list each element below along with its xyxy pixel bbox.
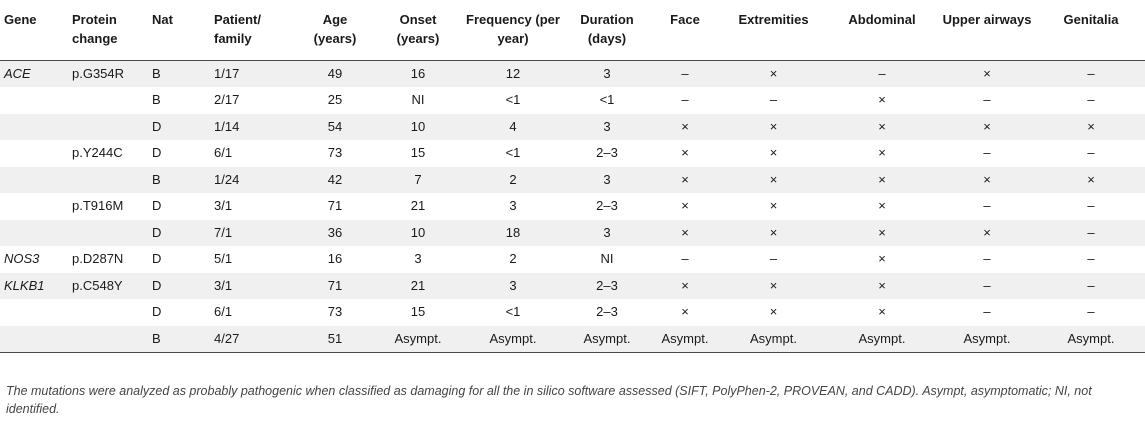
table-cell [68,114,148,141]
table-cell: – [681,92,689,108]
table-row [0,60,1145,87]
table-cell: × [650,114,720,141]
table-cell: – [769,92,778,108]
table-cell: × [937,220,1037,247]
table-cell: 6/1 [214,145,233,161]
table-cell: D [148,114,210,141]
column-header: Upper airways [937,4,1037,60]
table-cell: D [152,198,162,214]
table-cell: 2–3 [596,304,618,320]
table-cell [0,299,68,326]
table-cell: 21 [374,273,462,300]
table-cell: × [720,167,827,194]
column-header: Nat [148,4,210,60]
column-header: Extremities [720,4,827,60]
table-row [0,87,1145,114]
table-cell: p.D287N [72,251,124,267]
table-cell [0,326,68,353]
table-cell [68,299,148,326]
table-cell: D [152,145,162,161]
table-cell: × [720,220,827,247]
table-cell: 3 [509,198,517,214]
table-cell [0,140,68,167]
table-row [0,220,1145,247]
table-cell: × [937,167,1037,194]
table-cell: × [720,60,827,87]
table-cell: – [650,60,720,87]
table-cell: 42 [296,167,374,194]
table-cell: 36 [296,220,374,247]
table-cell: × [769,145,778,161]
table-cell: × [769,198,778,214]
table-row [0,114,1145,141]
table-cell: 21 [410,198,426,214]
table-cell: 16 [374,60,462,87]
table-cell: NOS3 [4,251,40,267]
table-cell: 2–3 [596,198,618,214]
column-header: Onset (years) [374,4,462,60]
table-cell: × [650,273,720,300]
table-cell: 16 [327,251,343,267]
mutation-table [0,4,1145,353]
table-cell: 2 [509,251,517,267]
table-cell: D [152,304,162,320]
column-header: Duration (days) [564,4,650,60]
table-cell [68,167,148,194]
table-row [0,326,1145,353]
table-cell: – [983,92,991,108]
table-cell: × [1037,114,1145,141]
table-cell: 5/1 [214,251,233,267]
table-cell: × [937,60,1037,87]
table-cell: × [827,167,937,194]
table-cell: 2–3 [564,273,650,300]
column-header: Patient/ family [210,4,296,60]
table-row [0,299,1145,326]
table-cell: NI [600,251,614,267]
table-cell: 1/24 [210,167,296,194]
table-cell: × [827,273,937,300]
table-cell: × [827,114,937,141]
table-cell: 2/17 [214,92,240,108]
table-cell: B [148,167,210,194]
table-row [0,193,1145,220]
table-cell: × [650,167,720,194]
table-cell [68,220,148,247]
table-cell: × [878,145,886,161]
table-footnote: The mutations were analyzed as probably pathogenic when classified as damaging for all the in silico software assessed (SIFT, PolyPhen-2, PROVEAN, and CADD). Asympt, asymptomatic; NI, not identified. [6,384,1092,416]
column-header: Genitalia [1037,4,1145,60]
table-cell: × [878,304,886,320]
table-cell: p.C548Y [68,273,148,300]
table-cell: 10 [374,114,462,141]
table-cell: 4/27 [210,326,296,353]
table-cell: Asympt. [1037,326,1145,353]
table-cell: – [1037,273,1145,300]
table-cell: 15 [410,145,426,161]
column-header: Protein change [68,4,148,60]
table-cell: × [827,220,937,247]
table-cell: 51 [296,326,374,353]
table-cell: 3 [462,273,564,300]
table-row [0,273,1145,300]
table-cell: × [937,114,1037,141]
table-cell: 7 [374,167,462,194]
column-header: Gene [0,4,68,60]
table-cell: 6/1 [214,304,233,320]
table-cell: 3/1 [210,273,296,300]
table-cell: NI [411,92,425,108]
table-cell: – [983,198,991,214]
table-cell: Asympt. [827,326,937,353]
table-cell: 18 [462,220,564,247]
table-cell: 3 [564,167,650,194]
table-cell: – [1037,60,1145,87]
table-cell: – [769,251,778,267]
table-cell: 1/17 [210,60,296,87]
table-cell: – [1037,220,1145,247]
table-cell: B [148,60,210,87]
table-cell [0,193,68,220]
table-cell: KLKB1 [0,273,68,300]
table-cell: – [1087,251,1095,267]
table-cell: – [1087,145,1095,161]
table-cell: 3 [414,251,422,267]
table-cell: p.G354R [68,60,148,87]
header-row [0,4,1145,60]
table-cell: 3 [564,114,650,141]
table-cell: Asympt. [564,326,650,353]
table-cell [68,326,148,353]
table-cell: Asympt. [650,326,720,353]
table-cell: 3 [564,60,650,87]
table-cell: <1 [505,304,521,320]
table-cell: – [983,145,991,161]
table-body [0,60,1145,353]
table-cell: 12 [462,60,564,87]
table-cell: × [878,198,886,214]
table-cell: 3/1 [214,198,233,214]
table-cell: 1/14 [210,114,296,141]
table-cell [0,114,68,141]
table-cell: 2–3 [596,145,618,161]
table-cell: <1 [505,92,521,108]
table-cell: Asympt. [937,326,1037,353]
table-row [0,167,1145,194]
table-cell: 4 [462,114,564,141]
table-cell: – [983,304,991,320]
table-cell: × [681,145,689,161]
table-cell: 25 [327,92,343,108]
table-cell: – [681,251,689,267]
table-cell: × [681,304,689,320]
table-cell: 10 [374,220,462,247]
table-cell: D [148,273,210,300]
table-row [0,246,1145,273]
table-cell: × [681,198,689,214]
table-cell [0,87,68,114]
table-cell: – [1087,304,1095,320]
table-cell: p.Y244C [72,145,123,161]
table-cell: 3 [564,220,650,247]
table-cell: – [1087,92,1095,108]
table-cell: <1 [505,145,521,161]
table-cell: Asympt. [720,326,827,353]
table-cell [68,87,148,114]
table-cell: 2 [462,167,564,194]
table-cell: × [878,251,886,267]
table-cell: × [1037,167,1145,194]
table-cell: <1 [599,92,615,108]
table-cell: 7/1 [210,220,296,247]
table-cell: D [148,220,210,247]
table-cell: 54 [296,114,374,141]
table-cell: 15 [410,304,426,320]
table-cell: – [937,273,1037,300]
table-cell: – [1087,198,1095,214]
table-cell: 73 [327,145,343,161]
table-cell: B [152,92,161,108]
table-cell: 71 [296,273,374,300]
table-cell: × [878,92,886,108]
table-cell: × [769,304,778,320]
table-cell: 73 [327,304,343,320]
table-cell: Asympt. [462,326,564,353]
table-cell: Asympt. [374,326,462,353]
table-cell: 71 [327,198,343,214]
table-row [0,140,1145,167]
table-cell: D [152,251,162,267]
table-cell: × [720,114,827,141]
table-cell [0,220,68,247]
table-cell: ACE [0,60,68,87]
table-cell: – [983,251,991,267]
column-header: Abdominal [827,4,937,60]
table-cell: 49 [296,60,374,87]
column-header: Face [650,4,720,60]
table-cell: × [650,220,720,247]
table-cell: × [720,273,827,300]
column-header: Age (years) [296,4,374,60]
table-cell: B [148,326,210,353]
table-cell: – [827,60,937,87]
column-header: Frequency (per year) [462,4,564,60]
table-cell [0,167,68,194]
table-cell: p.T916M [72,198,124,214]
